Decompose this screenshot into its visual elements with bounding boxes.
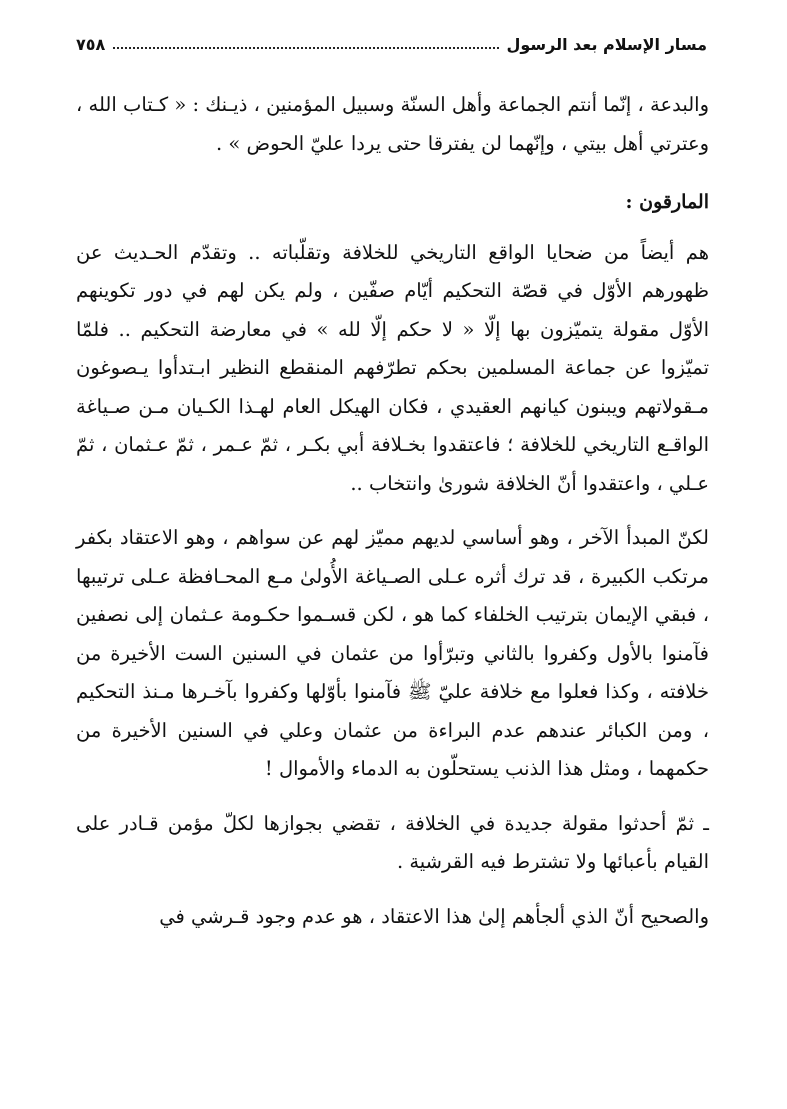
running-header: [76, 30, 707, 54]
page-number: ٧٥٨: [76, 35, 106, 54]
paragraph-2: هم أيضاً من ضحايا الواقع التاريخي للخلافة وتقلّباته .. وتقدّم الحـديث عن ظهورهم الأوّل في قصّة التحكيم أيّام صفّين ، ولم يكن لهم في دور تكوينهم الأوّل مقولة يتميّزون بها إلّا « لا حكم إلّا لله » في معارضة التحكيم .. فلمّا تميّزوا عن جماعة المسلمين بحكم تطرّفهم المنقطع النظير ابـتدأوا يـصوغون مـقولاتهم ويبنون كيانهم العقيدي ، فكان الهيكل العام لهـذا الكـيان مـن صـياغة الواقـع التاريخي للخلافة ؛ فاعتقدوا بخـلافة أبي بكـر ، ثمّ عـمر ، ثمّ عـثمان ، ثمّ عـلي ، واعتقدوا أنّ الخلافة شورىٰ وانتخاب ..: [76, 240, 709, 495]
leader-dots: [113, 47, 498, 49]
paragraph-3: لكنّ المبدأ الآخر ، وهو أساسي لديهم مميّز لهم عن سواهم ، وهو الاعتقاد بكفر مرتكب الكبيرة ، قد ترك أثره عـلى الصـياغة الأُولىٰ مـع المحـافظة عـلى ترتيبها ، فبقي الإيمان بترتيب الخلفاء كما هو ، لكن قسـموا حكـومة عـثمان إلى نصفين فآمنوا بالأول وكفروا بالثاني وتبرّأوا من عثمان في السنين الست الأخيرة من خلافته ، وكذا فعلوا مع خلافة عليّ ﷺ فآمنوا بأوّلها وكفروا بآخـرها مـنذ التحكيم ، ومن الكبائر عندهم عدم البراءة من عثمان وعلي في السنين الأخيرة من حكمهما ، ومثل هذا الذنب يستحلّون به الدماء والأموال !: [76, 526, 709, 780]
paragraph-1: والبدعة ، إنّما أنتم الجماعة وأهل السنّة وسبيل المؤمنين ، ذيـنك : « كـتاب الله ، وعترتي أهل بيتي ، وإنّهما لن يفترقا حتى يردا عليّ الحوض » .: [76, 93, 709, 155]
paragraph-4: ـ ثمّ أحدثوا مقولة جديدة في الخلافة ، تقضي بجوازها لكلّ مؤمن قـادر على القيام بأعبائها ولا تشترط فيه القرشية .: [76, 811, 709, 873]
section-heading: المارقون :: [625, 191, 709, 213]
body-text: [76, 86, 709, 936]
paragraph-5: والصحيح أنّ الذي ألجأهم إلىٰ هذا الاعتقاد ، هو عدم وجود قـرشي في: [159, 904, 709, 928]
running-title: مسار الإسلام بعد الرسول: [506, 35, 707, 54]
